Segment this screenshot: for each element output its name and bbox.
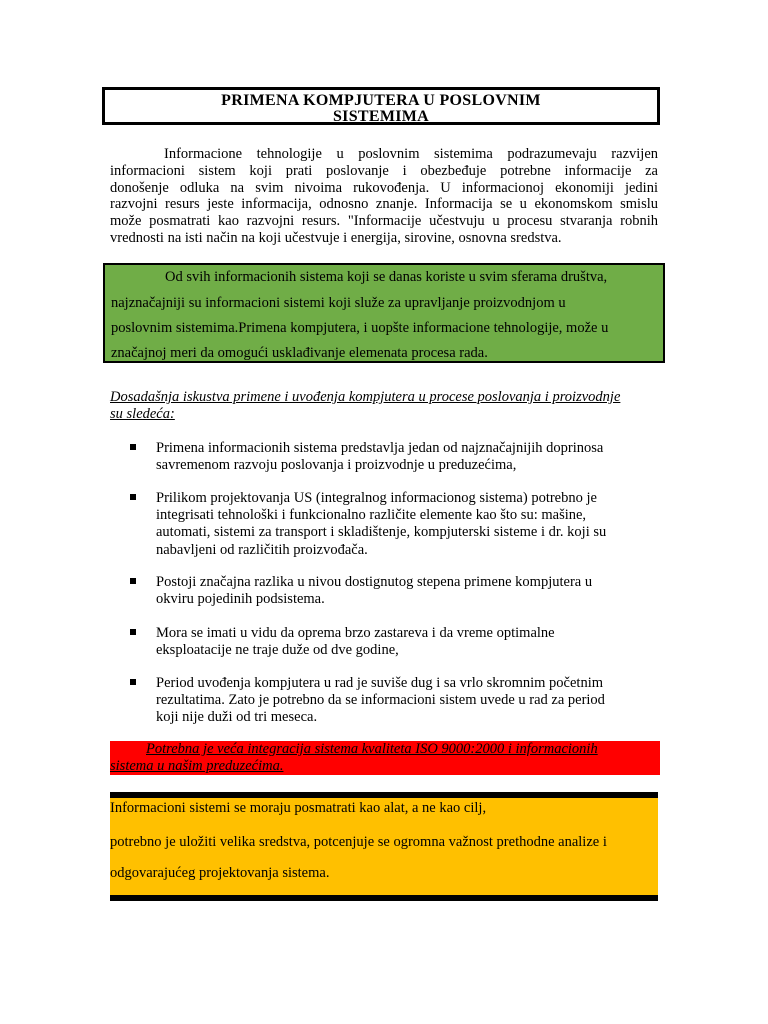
yellow-box-line: odgovarajućeg projektovanja sistema. <box>110 865 330 881</box>
subheading-line: Dosadašnja iskustva primene i uvođenja kompjutera u procese poslovanja i proizvodnje <box>110 389 621 405</box>
green-box-line: najznačajniji su informacioni sistemi koji služe za upravljanje proizvodnjom u <box>111 295 566 311</box>
title-line-2: SISTEMIMA <box>332 108 430 125</box>
yellow-box-line: Informacioni sistemi se moraju posmatrati kao alat, a ne kao cilj, <box>110 800 487 816</box>
bullet-line: Postoji značajna razlika u nivou dostignutog stepena primene kompjutera u <box>156 574 593 590</box>
green-box-line: značajnoj meri da omogući usklađivanje elemenata procesa rada. <box>111 345 488 361</box>
yellow-highlight-box <box>110 792 658 901</box>
bullet-line: nabavljeni od različitih proizvođača. <box>156 541 368 558</box>
bullet-line: Primena informacionih sistema predstavlja jedan od najznačajnijih doprinosa <box>156 440 604 456</box>
intro-line: može posmatrati kao razvojni resurs. "Informacije učestvuju u procesu stvaranja robnih <box>110 213 658 230</box>
bullet-marker <box>130 578 136 584</box>
subheading-line: su sledeća: <box>110 406 175 422</box>
bullet-marker <box>130 494 136 500</box>
bullet-line: integrisati tehnološki i funkcionalno različite elemente kao što su: mašine, <box>156 507 587 524</box>
intro-paragraph <box>110 146 658 247</box>
bullet-line: okviru pojedinih podsistema. <box>156 591 325 608</box>
document-title-box <box>102 87 660 125</box>
bullet-marker <box>130 444 136 450</box>
bullet-line: automati, sistemi za transport i skladištenje, kompjuterski sisteme i dr. koji su <box>156 524 607 541</box>
intro-line: Informacione tehnologije u poslovnim sistemima podrazumevaju razvijen <box>164 146 658 162</box>
bullet-line: Prilikom projektovanja US (integralnog informacionog sistema) potrebno je <box>156 490 597 506</box>
green-highlight-box <box>103 263 665 363</box>
green-box-line: Od svih informacionih sistema koji se danas koriste u svim sferama društva, <box>165 269 608 285</box>
red-highlight-box <box>110 741 660 775</box>
bullet-line: Period uvođenja kompjutera u rad je suviše dug i sa vrlo skromnim početnim <box>156 675 604 691</box>
bullet-line: koji nije duži od tri meseca. <box>156 709 318 726</box>
bullet-marker <box>130 629 136 635</box>
intro-line: vrednosti na isti način na koji učestvuje i energija, sirovine, osnovna sredstva. <box>110 229 562 246</box>
title-line-1: PRIMENA KOMPJUTERA U POSLOVNIM <box>221 92 541 109</box>
yellow-box-line: potrebno je uložiti velika sredstva, potcenjuje se ogromna važnost prethodne analize i <box>110 834 607 850</box>
bullet-line: eksploatacije ne traje duže od dve godine, <box>156 642 399 659</box>
intro-line: donošenje odluka na svim nivoima rukovođenja. U informacionoj ekonomiji jedini <box>110 179 658 196</box>
red-box-line: sistema u našim preduzećima. <box>110 757 284 774</box>
intro-line: informacioni sistem koji prati poslovanje i obezbeđuje potrebne informacije za <box>110 162 658 179</box>
bullet-marker <box>130 679 136 685</box>
green-box-line: poslovnim sistemima.Primena kompjutera, i uopšte informacione tehnologije, može u <box>111 320 609 336</box>
bullet-line: Mora se imati u vidu da oprema brzo zastareva i da vreme optimalne <box>156 625 555 641</box>
bullet-line: rezultatima. Zato je potrebno da se informacioni sistem uvede u rad za period <box>156 692 605 709</box>
bullet-line: savremenom razvoju poslovanja i proizvodnje u preduzećima, <box>156 457 517 474</box>
experience-subheading <box>110 389 660 423</box>
intro-line: razvojni resurs jeste informacija, odnosno znanje. Informacija se u ekonomskom smislu <box>110 196 658 213</box>
red-box-line: Potrebna je veća integracija sistema kvaliteta ISO 9000:2000 i informacionih <box>146 741 598 757</box>
